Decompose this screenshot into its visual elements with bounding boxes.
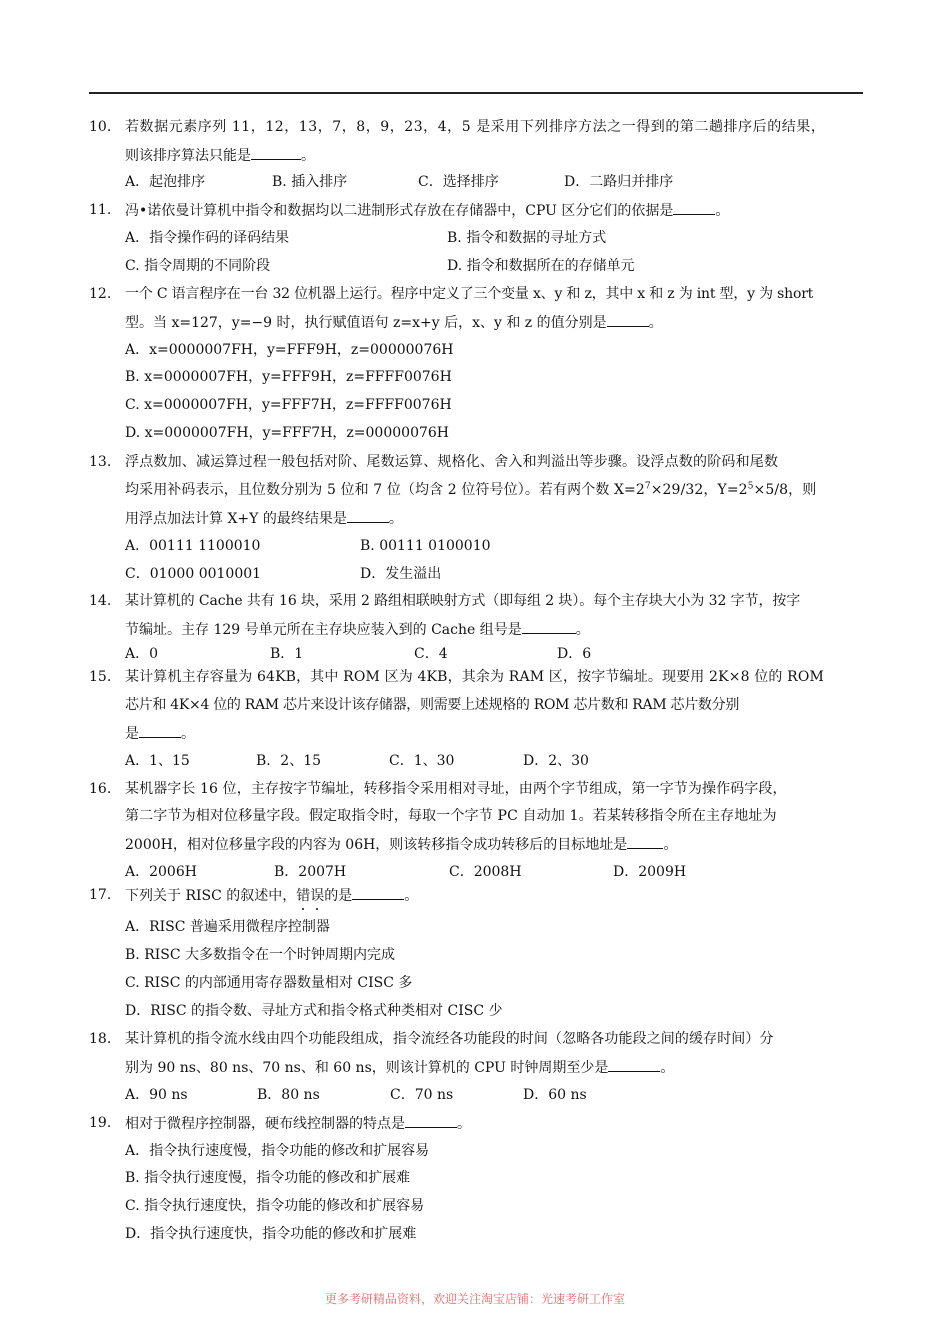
option-c: C. RISC 的内部通用寄存器数量相对 CISC 多 [125, 975, 413, 991]
question-number: 15. [89, 669, 112, 685]
option-d: D. x=0000007FH，y=FFF7H，z=00000076H [125, 425, 449, 441]
question-stem-line: 若数据元素序列 11，12，13，7，8，9，23，4，5 是采用下列排序方法之一得到的第二趟排序后的结果， [125, 119, 826, 135]
question-number: 18. [89, 1031, 112, 1047]
option-b: B. 指令执行速度慢，指令功能的修改和扩展难 [125, 1170, 411, 1186]
option-c: C．01000 0010001 [125, 566, 262, 582]
question-stem-line: 冯•诺依曼计算机中指令和数据均以二进制形式存放在存储器中，CPU 区分它们的依据是 。 [125, 203, 730, 219]
option-a: A．RISC 普遍采用微程序控制器 [125, 919, 330, 935]
option-c: C. 指令周期的不同阶段 [125, 258, 271, 274]
answer-blank [608, 1058, 660, 1072]
question-stem-line: 节编址。主存 129 号单元所在主存块应装入到的 Cache 组号是 。 [125, 622, 590, 638]
option-a: A．00111 1100010 [125, 538, 261, 554]
option-b: B．80 ns [257, 1087, 320, 1103]
footer-promo: 更多考研精品资料，欢迎关注淘宝店铺：光速考研工作室 [324, 1292, 625, 1306]
option-a: A．x=0000007FH，y=FFF9H，z=00000076H [125, 342, 454, 358]
header-rule [89, 92, 863, 94]
option-d: D. 指令和数据所在的存储单元 [447, 258, 635, 274]
option-b: B．2007H [274, 864, 347, 880]
question-stem-line: 型。当 x=127，y=−9 时，执行赋值语句 z=x+y 后，x、y 和 z 的值分别是 。 [125, 315, 663, 331]
answer-blank [347, 509, 389, 523]
question-stem-line: 下列关于 RISC 的叙述中，错误的是 。 [125, 888, 419, 904]
option-b: B. RISC 大多数指令在一个时钟周期内完成 [125, 947, 396, 963]
option-d: D．6 [557, 646, 592, 662]
option-c: C．4 [414, 646, 448, 662]
option-d: D．2、30 [523, 753, 589, 769]
question-stem-line: 是 。 [125, 726, 195, 742]
answer-blank [673, 201, 715, 215]
option-c: C．1、30 [389, 753, 455, 769]
option-c: C．2008H [449, 864, 522, 880]
option-c: C. 指令执行速度快，指令功能的修改和扩展容易 [125, 1198, 425, 1214]
question-stem-line: 某计算机主存容量为 64KB，其中 ROM 区为 4KB，其余为 RAM 区，按字节编址。现要用 2K×8 位的 ROM [125, 669, 824, 685]
option-b: B．2、15 [256, 753, 322, 769]
answer-blank [405, 1114, 457, 1128]
emphasis-char: 错 [296, 888, 311, 904]
question-stem-line: 则该排序算法只能是 。 [125, 148, 315, 164]
option-d: D．2009H [613, 864, 687, 880]
option-a: A．1、15 [125, 753, 190, 769]
question-stem-line: 2000H，相对位移量字段的内容为 06H，则该转移指令成功转移后的目标地址是 。 [125, 837, 678, 853]
question-stem-line: 均采用补码表示，且位数分别为 5 位和 7 位（均含 2 位符号位）。若有两个数 $X=2^7\times 29/32$，$Y=2^5\times 5/8$，则 [125, 481, 817, 498]
answer-blank [352, 886, 404, 900]
option-d: D．二路归并排序 [564, 174, 674, 190]
option-b: B．1 [270, 646, 304, 662]
option-a: A．2006H [125, 864, 197, 880]
option-a: A．指令操作码的译码结果 [125, 230, 290, 246]
emphasis-char: 误 [310, 888, 325, 904]
answer-blank [607, 313, 649, 327]
question-number: 17. [89, 887, 112, 903]
answer-blank [627, 835, 663, 849]
question-number: 14. [89, 593, 112, 609]
option-d: D．RISC 的指令数、寻址方式和指令格式种类相对 CISC 少 [125, 1003, 503, 1019]
question-stem-line: 浮点数加、减运算过程一般包括对阶、尾数运算、规格化、舍入和判溢出等步骤。设浮点数的阶码和尾数 [125, 454, 779, 470]
option-b: B. 00111 0100010 [360, 538, 491, 554]
answer-blank [139, 724, 181, 738]
option-d: D．指令执行速度快，指令功能的修改和扩展难 [125, 1226, 417, 1242]
question-stem-line: 一个 C 语言程序在一台 32 位机器上运行。程序中定义了三个变量 x、y 和 z，其中 x 和 z 为 int 型，y 为 short [125, 286, 814, 302]
question-number: 13. [89, 454, 112, 470]
question-stem-line: 相对于微程序控制器，硬布线控制器的特点是 。 [125, 1116, 471, 1132]
option-d: D．发生溢出 [360, 566, 442, 582]
option-a: A．指令执行速度慢，指令功能的修改和扩展容易 [125, 1143, 430, 1159]
question-stem-line: 芯片和 4K×4 位的 RAM 芯片来设计该存储器，则需要上述规格的 ROM 芯片数和 RAM 芯片数分别 [125, 697, 740, 713]
question-number: 12. [89, 286, 112, 302]
question-stem-line: 第二字节为相对位移量字段。假定取指令时，每取一个字节 PC 自动加 1。若某转移指令所在主存地址为 [125, 808, 777, 824]
question-stem-line: 某计算机的 Cache 共有 16 块，采用 2 路组相联映射方式（即每组 2 块）。每个主存块大小为 32 字节，按字 [125, 593, 801, 609]
question-number: 16. [89, 781, 112, 797]
answer-blank [522, 620, 576, 634]
exponent: 7 [644, 481, 651, 492]
option-a: A．起泡排序 [125, 174, 206, 190]
option-c: C．选择排序 [418, 174, 499, 190]
answer-blank [251, 146, 301, 160]
question-number: 10. [89, 119, 112, 135]
option-a: A．0 [125, 646, 159, 662]
option-c: C. x=0000007FH，y=FFF7H，z=FFFF0076H [125, 397, 452, 413]
option-a: A．90 ns [125, 1087, 188, 1103]
option-c: C．70 ns [390, 1087, 454, 1103]
option-d: D．60 ns [523, 1087, 587, 1103]
question-stem-line: 别为 90 ns、80 ns、70 ns、和 60 ns，则该计算机的 CPU 时钟周期至少是 。 [125, 1060, 675, 1076]
option-b: B. 指令和数据的寻址方式 [447, 230, 607, 246]
exponent: 5 [747, 481, 754, 492]
question-number: 11. [89, 202, 112, 218]
question-stem-line: 某计算机的指令流水线由四个功能段组成，指令流经各功能段的时间（忽略各功能段之间的缓存时间）分 [125, 1031, 774, 1047]
question-number: 19. [89, 1115, 112, 1131]
option-b: B. x=0000007FH，y=FFF9H，z=FFFF0076H [125, 369, 452, 385]
option-b: B. 插入排序 [272, 174, 348, 190]
question-stem-line: 某机器字长 16 位，主存按字节编址，转移指令采用相对寻址，由两个字节组成，第一字节为操作码字段， [125, 781, 787, 797]
question-stem-line: 用浮点加法计算 X+Y 的最终结果是 。 [125, 511, 403, 527]
